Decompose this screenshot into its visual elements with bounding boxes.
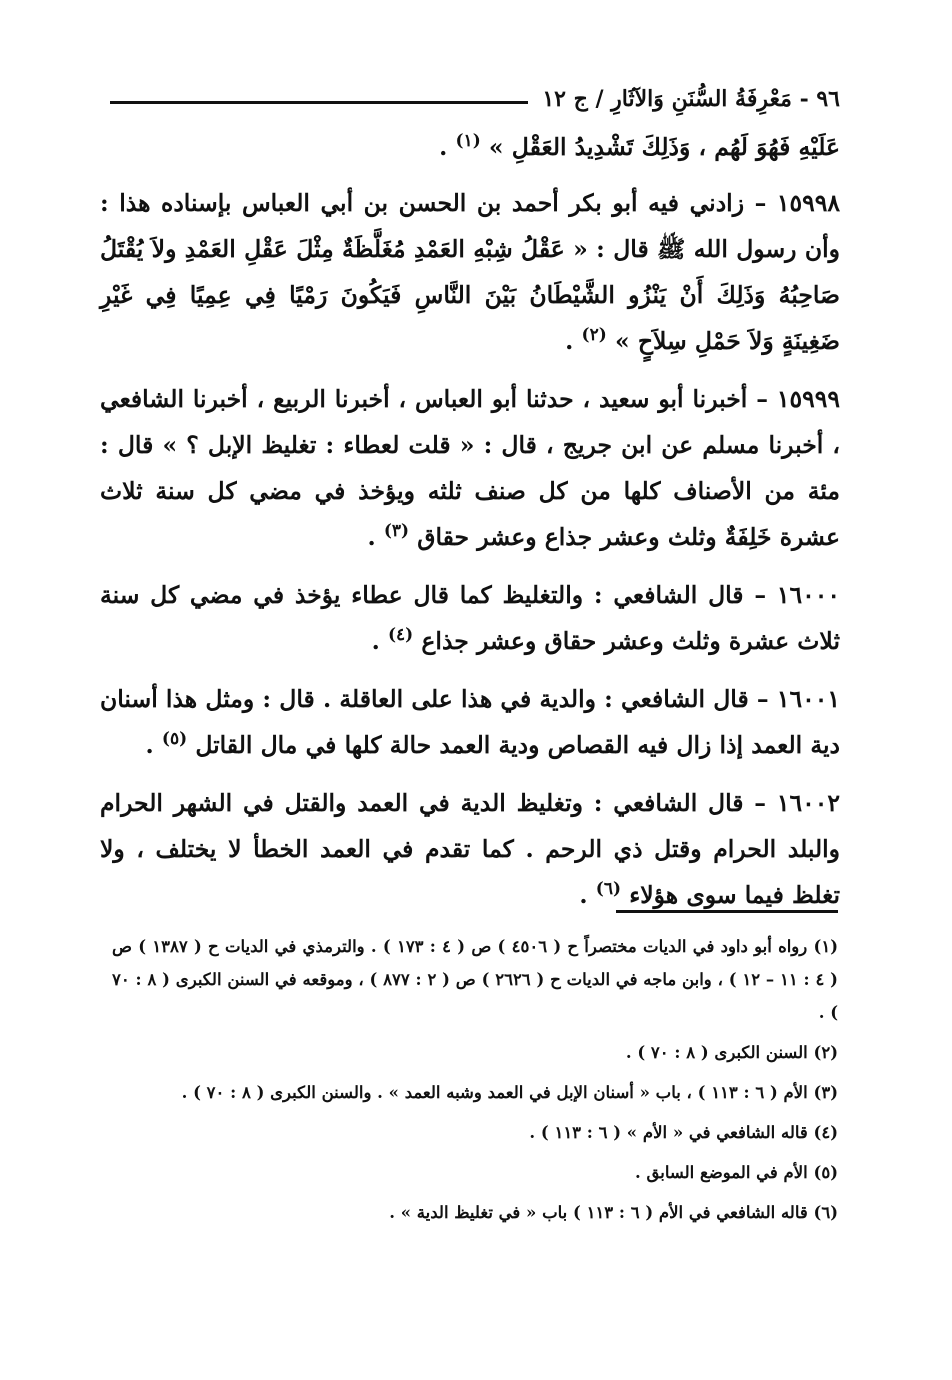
paragraph-end: . bbox=[579, 881, 588, 909]
hadith-number: ١٦٠٠٠ bbox=[776, 581, 840, 609]
hadith-number: ١٥٩٩٩ bbox=[776, 385, 840, 413]
footnote-5: (٥) الأم في الموضع السابق . bbox=[635, 1163, 838, 1182]
hadith-number: ١٥٩٩٨ bbox=[776, 189, 841, 217]
footnote-6: (٦) قاله الشافعي في الأم ( ٦ : ١١٣ ) باب « في تغليظ الدية » . bbox=[389, 1203, 838, 1222]
footnotes-section bbox=[112, 930, 838, 1236]
footnote-reference: (٣) bbox=[383, 521, 410, 542]
paragraph-end: . bbox=[565, 327, 574, 355]
paragraph-text: – أخبرنا أبو سعيد ، حدثنا أبو العباس ، أخبرنا الربيع ، أخبرنا الشافعي ، أخبرنا مسلم عن ابن جريج ، قال : « قلت لعطاء : تغليظ الإبل ؟ » قال : مئة من الأصناف كلها من كل صنف ثلثه ويؤخذ في مضي كل سنة ثلاث عشرة خَلِفَةٌ وثلث وعشر جذاع وعشر حقاق bbox=[100, 385, 840, 551]
footnote-reference: (١) bbox=[455, 131, 481, 152]
footnote-4: (٤) قاله الشافعي في « الأم » ( ٦ : ١١٣ ) . bbox=[529, 1123, 838, 1142]
footnote-reference: (٢) bbox=[581, 325, 607, 346]
paragraph-continuation bbox=[100, 124, 840, 170]
footnote-2: (٢) السنن الكبرى ( ٨ : ٧٠ ) . bbox=[625, 1043, 838, 1062]
paragraph-text: – قال الشافعي : وتغليظ الدية في العمد والقتل في الشهر الحرام والبلد الحرام وقتل ذي الرحم . كما تقدم في العمد الخطأ لا يختلف ، ولا تغلظ فيما سوى هؤلاء bbox=[100, 789, 840, 909]
paragraph-end: . bbox=[145, 731, 154, 759]
paragraph-text: عَلَيْهِ فَهُوَ لَهُم ، وَذَلِكَ تَشْدِيدُ العَقْلِ » bbox=[488, 133, 840, 161]
paragraph-text: – زادني فيه أبو بكر أحمد بن الحسن بن أبي العباس بإسناده هذا : وأن رسول الله ﷺ قال : « عَقْلُ شِبْهِ العَمْدِ مُغَلَّظَةٌ مِثْلَ عَقْلِ العَمْدِ ولاَ يُقْتَلُ صَاحِبُهُ وَذَلِكَ أَنْ يَنْزُو الشَّيْطَانُ بَيْنَ النَّاسِ فَيَكُونَ رَمْيًا فِي عِمِيًا فِي غَيْرِ ضَغِينَةٍ وَلاَ حَمْلِ سِلاَحٍ » bbox=[100, 189, 840, 355]
footnote-3: (٣) الأم ( ٦ : ١١٣ ) ، باب « أسنان الإبل في العمد وشبه العمد » . والسنن الكبرى ( ٨ : ٧٠ ) . bbox=[181, 1083, 838, 1102]
running-title: ٩٦ - مَعْرِفَةُ السُّنَنِ وَالآثَارِ / ج ١٢ bbox=[542, 86, 840, 112]
paragraph-text: – قال الشافعي : والدية في هذا على العاقلة . قال : ومثل هذا أسنان دية العمد إذا زال فيه القصاص ودية العمد حالة كلها في مال القاتل bbox=[100, 685, 840, 759]
page-header bbox=[110, 82, 840, 116]
footnote-1: (١) رواه أبو داود في الديات مختصراً ح ( ٤٥٠٦ ) ص ( ٤ : ١٧٣ ) . والترمذي في الديات ح ( ١٣٨٧ ) ص ( ٤ : ١١ – ١٢ ) ، وابن ماجه في الديات ح ( ٢٦٢٦ ) ص ( ٢ : ٨٧٧ ) ، وموقعه في السنن الكبرى ( ٨ : ٧٠ ) . bbox=[112, 937, 838, 1022]
hadith-paragraph bbox=[100, 180, 840, 364]
hadith-paragraph bbox=[100, 676, 840, 768]
footnote-reference: (٥) bbox=[161, 729, 188, 750]
hadith-number: ١٦٠٠١ bbox=[776, 685, 840, 713]
footnote-reference: (٦) bbox=[595, 879, 622, 900]
footnote-reference: (٤) bbox=[387, 625, 414, 646]
hadith-paragraph bbox=[100, 572, 840, 664]
paragraph-end: . bbox=[371, 627, 380, 655]
hadith-paragraph bbox=[100, 780, 840, 918]
paragraph-end: . bbox=[367, 523, 376, 551]
paragraph-end: . bbox=[439, 133, 448, 161]
main-text bbox=[100, 124, 840, 930]
header-rule bbox=[110, 101, 528, 104]
paragraph-text: – قال الشافعي : والتغليظ كما قال عطاء يؤخذ في مضي كل سنة ثلاث عشرة وثلث وعشر حقاق وعشر جذاع bbox=[100, 581, 840, 655]
hadith-number: ١٦٠٠٢ bbox=[776, 789, 840, 817]
hadith-paragraph bbox=[100, 376, 840, 560]
footnote-separator bbox=[616, 910, 838, 913]
